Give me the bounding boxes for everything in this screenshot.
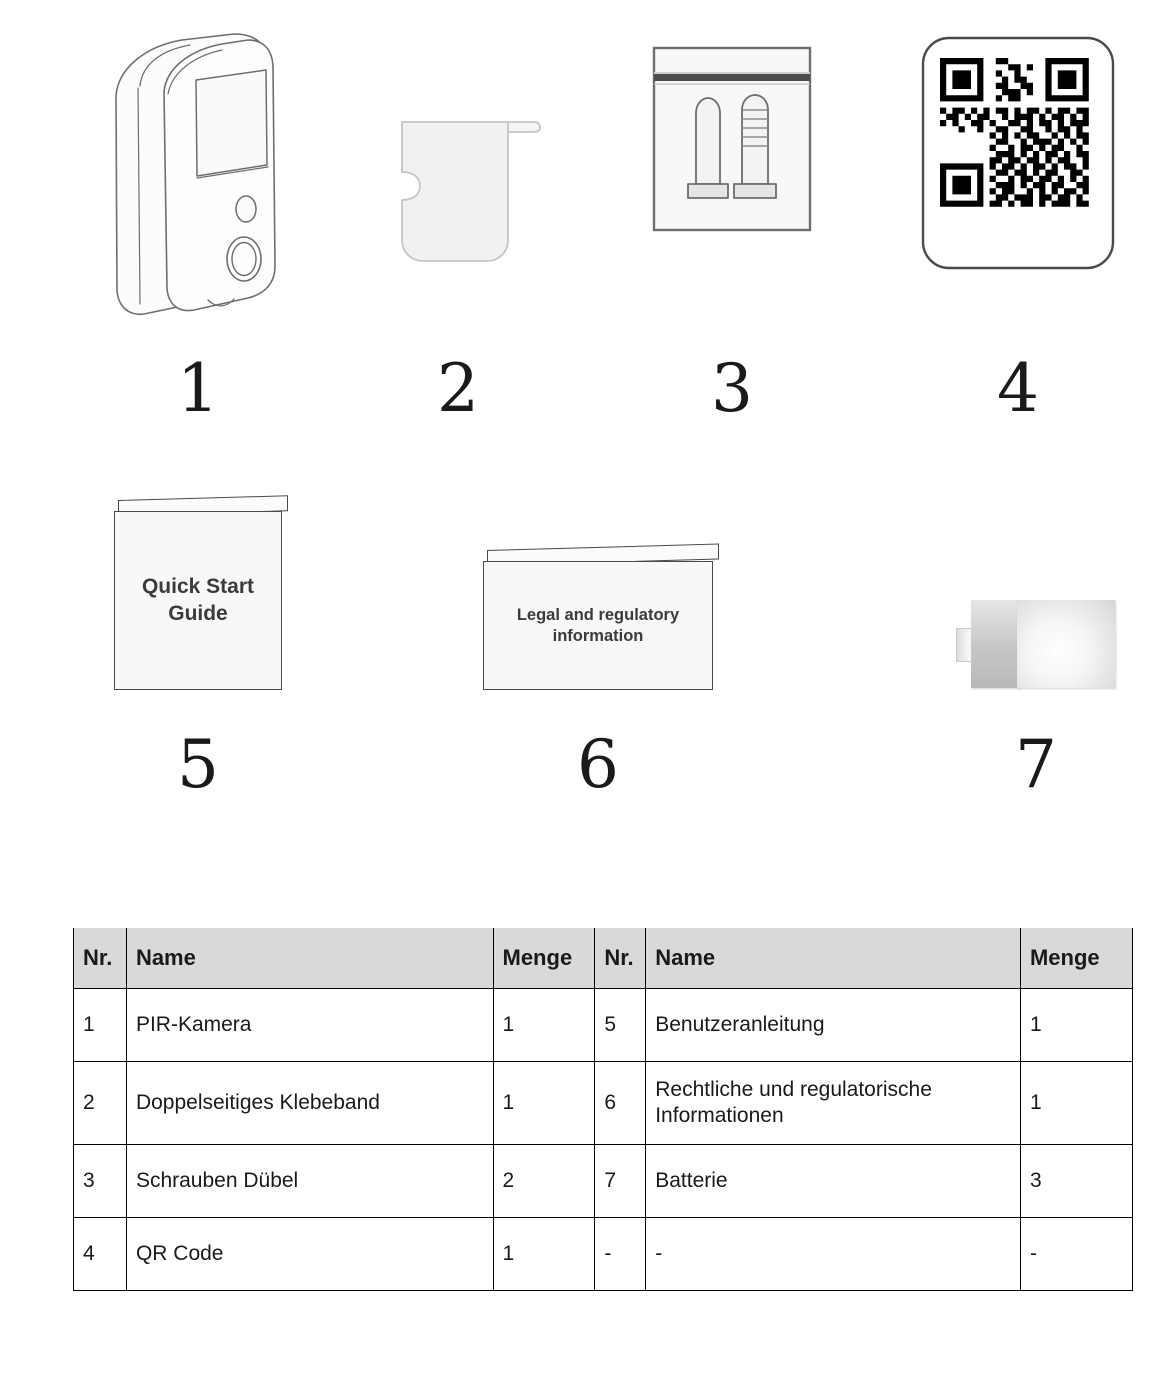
part-item-4 (912, 18, 1124, 427)
cell-nr-left: 2 (74, 1062, 127, 1145)
part-number-label: 5 (177, 726, 219, 803)
booklet-cover-line2: information (552, 626, 644, 645)
booklet-front-cover (483, 561, 713, 690)
table-row (74, 989, 1133, 1062)
part-number-label: 6 (577, 726, 619, 803)
part-item-5 (92, 460, 304, 803)
table-row (74, 1062, 1133, 1145)
legal-regulatory-figure (472, 460, 724, 690)
booklet-cover-line1: Quick Start (141, 575, 255, 599)
battery-icon (956, 594, 1116, 690)
cell-nr-left: 4 (74, 1218, 127, 1291)
cell-menge-left: 2 (493, 1145, 595, 1218)
cell-menge-right: 1 (1020, 1062, 1132, 1145)
cell-nr-right: - (595, 1218, 646, 1291)
cell-menge-left: 1 (493, 1218, 595, 1291)
part-number-label: 2 (437, 350, 479, 427)
part-number-label: 4 (997, 350, 1039, 427)
table-row (74, 1145, 1133, 1218)
parts-list-table (73, 928, 1133, 1291)
quick-start-guide-figure (92, 460, 304, 690)
legal-regulatory-booklet-icon (483, 550, 713, 690)
battery-terminal (956, 628, 972, 662)
part-item-2 (352, 18, 564, 427)
cell-nr-left: 1 (74, 989, 127, 1062)
booklet-cover-line2: Guide (168, 601, 228, 625)
cell-name-right: Batterie (646, 1145, 1021, 1218)
cell-menge-left: 1 (493, 1062, 595, 1145)
cell-nr-right: 5 (595, 989, 646, 1062)
cell-name-left: Schrauben Dübel (126, 1145, 493, 1218)
cell-menge-left: 1 (493, 989, 595, 1062)
part-item-3 (632, 18, 832, 427)
qr-code-icon (912, 28, 1124, 328)
cell-name-left: QR Code (126, 1218, 493, 1291)
screws-dowels-bag-figure (632, 18, 832, 328)
booklet-cover-text (134, 574, 262, 627)
cell-name-left: PIR-Kamera (126, 989, 493, 1062)
pir-camera-figure (92, 18, 304, 328)
column-header-name-left: Name (126, 928, 493, 989)
table-row (74, 1218, 1133, 1291)
column-header-nr-right: Nr. (595, 928, 646, 989)
cell-menge-right: - (1020, 1218, 1132, 1291)
part-item-7 (930, 460, 1142, 803)
column-header-name-right: Name (646, 928, 1021, 989)
column-header-nr-left: Nr. (74, 928, 127, 989)
battery-body (1017, 600, 1115, 688)
part-item-1 (92, 18, 304, 427)
table-header-row (74, 928, 1133, 989)
qr-code-figure (912, 18, 1124, 328)
part-number-label: 3 (711, 350, 753, 427)
double-sided-tape-icon (358, 28, 558, 328)
part-number-label: 7 (1015, 726, 1057, 803)
column-header-menge-left: Menge (493, 928, 595, 989)
cell-menge-right: 3 (1020, 1145, 1132, 1218)
battery-figure (930, 460, 1142, 690)
screws-dowels-bag-icon (632, 28, 832, 328)
battery-cap (971, 600, 1019, 688)
cell-nr-right: 6 (595, 1062, 646, 1145)
double-sided-tape-figure (352, 18, 564, 328)
part-number-label: 1 (177, 350, 219, 427)
cell-name-right: Rechtliche und regulatorische Informationen (646, 1062, 1021, 1145)
cell-nr-right: 7 (595, 1145, 646, 1218)
booklet-cover-text (509, 605, 687, 646)
quick-start-guide-booklet-icon (114, 500, 282, 690)
pir-camera-icon (98, 28, 298, 328)
cell-name-right: Benutzeranleitung (646, 989, 1021, 1062)
part-item-6 (472, 460, 724, 803)
column-header-menge-right: Menge (1020, 928, 1132, 989)
cell-name-right: - (646, 1218, 1021, 1291)
cell-menge-right: 1 (1020, 989, 1132, 1062)
cell-nr-left: 3 (74, 1145, 127, 1218)
cell-name-left: Doppelseitiges Klebeband (126, 1062, 493, 1145)
booklet-cover-line1: Legal and regulatory (516, 605, 680, 624)
booklet-front-cover (114, 511, 282, 690)
